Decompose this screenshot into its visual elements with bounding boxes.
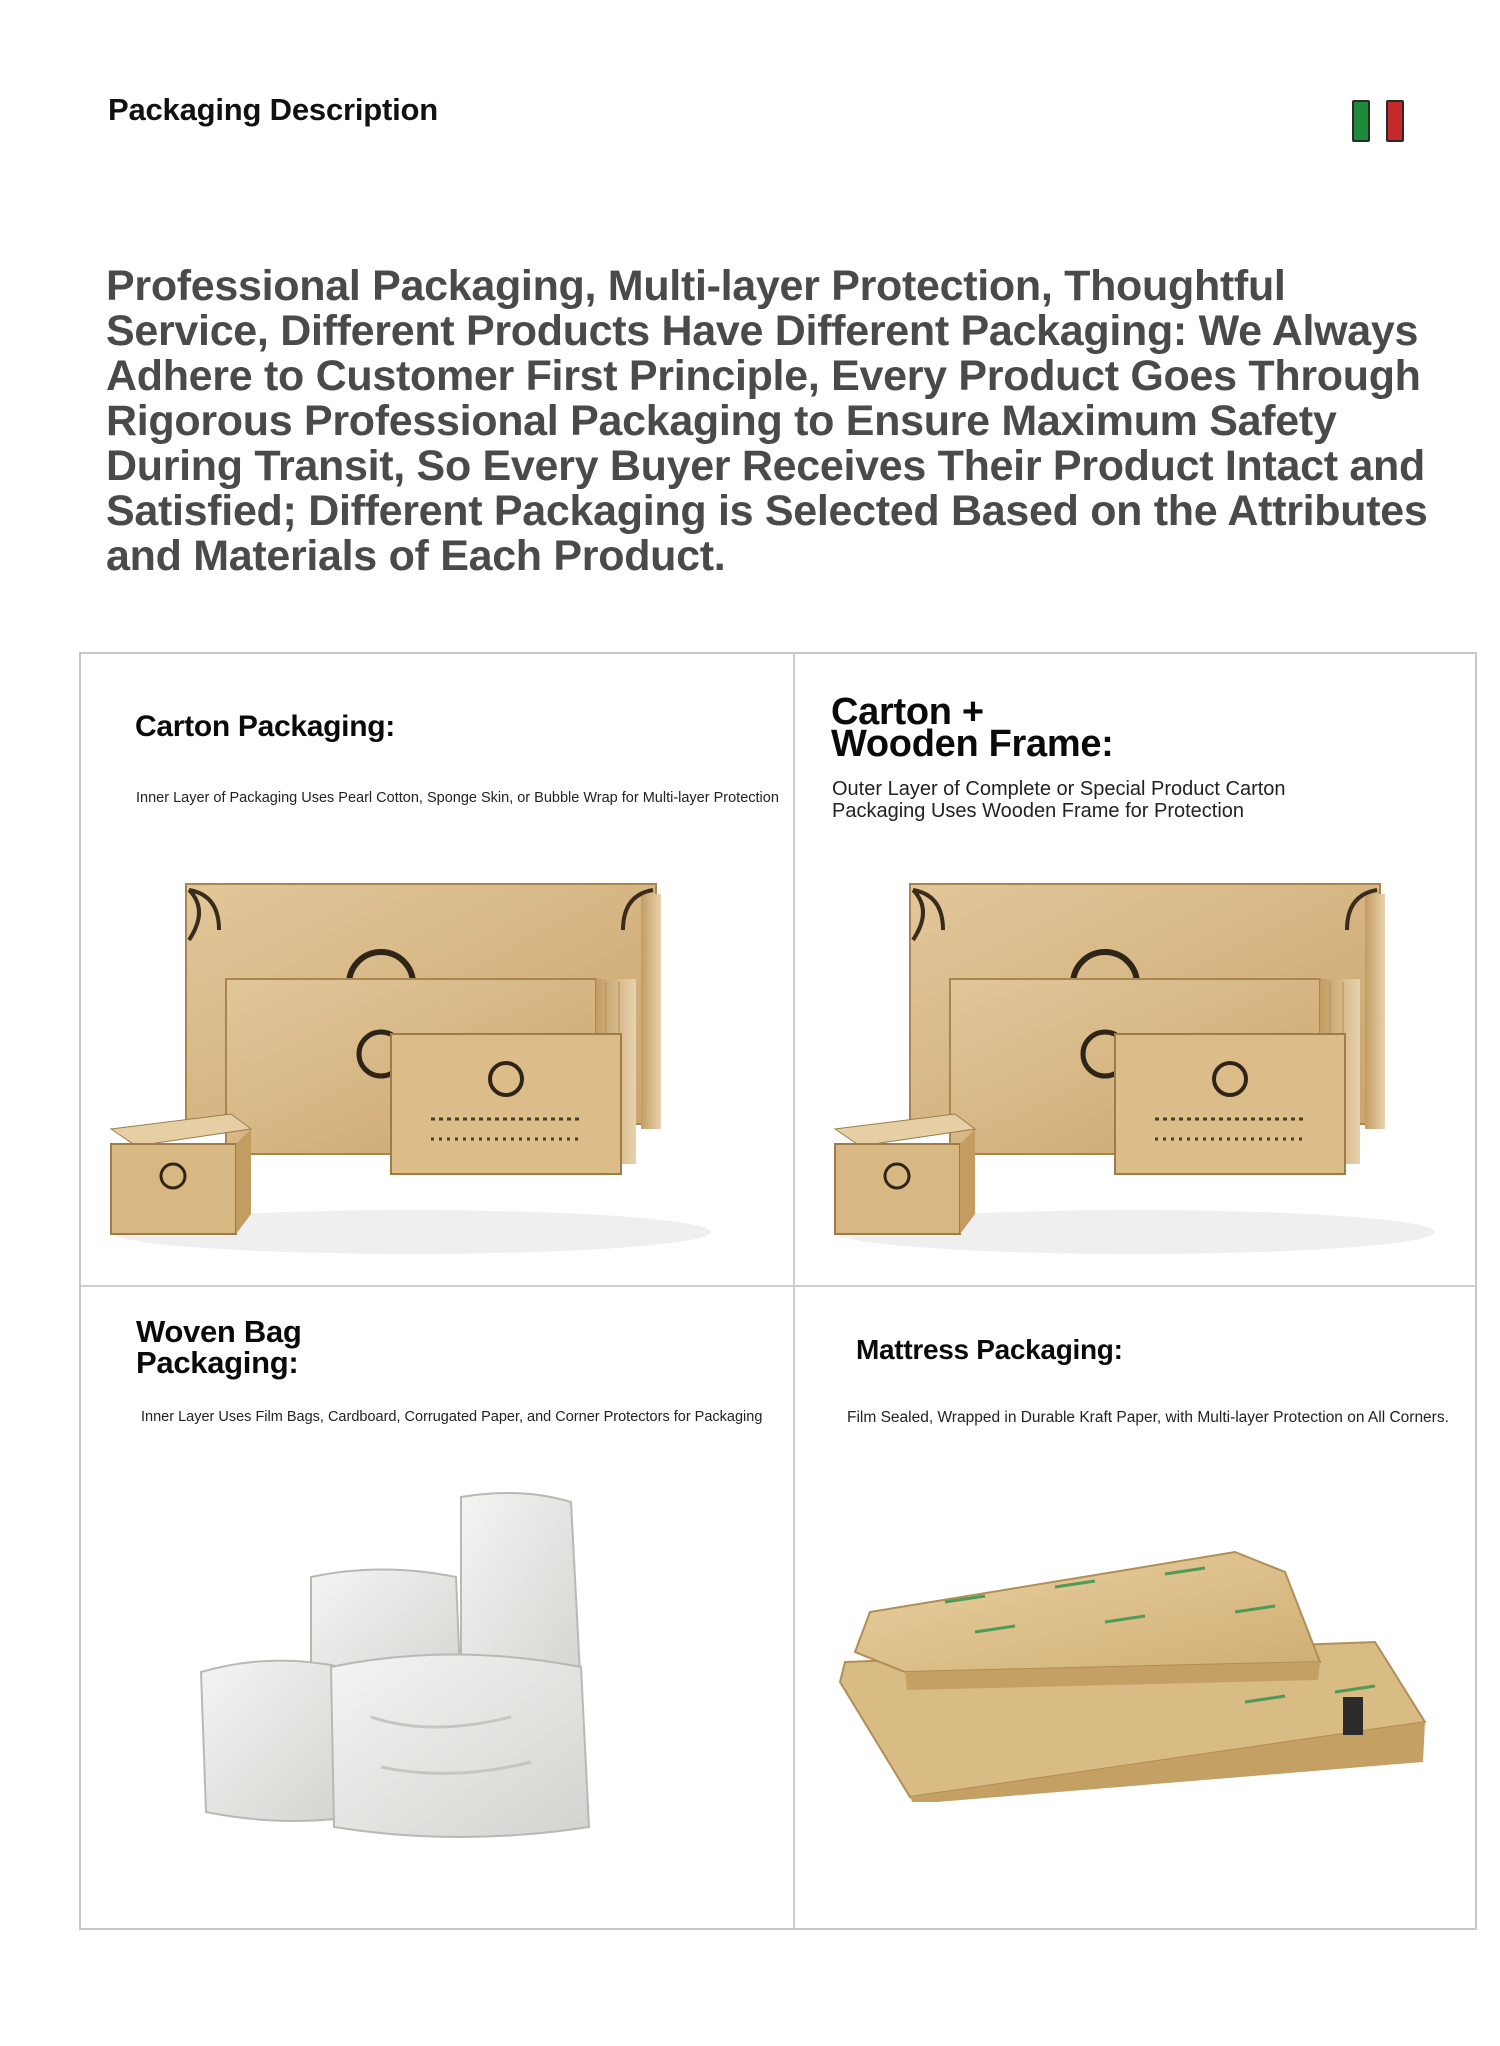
card-title-line1: Carton + — [831, 691, 984, 733]
packaging-card-carton-wooden-frame — [795, 654, 1475, 1285]
packaging-card-mattress — [795, 1287, 1475, 1928]
card-description-line1: Outer Layer of Complete or Special Product Carton — [832, 778, 1286, 800]
card-title-line2: Packaging: — [136, 1345, 299, 1380]
carton-boxes-image — [805, 854, 1445, 1254]
page-title: Packaging Description — [108, 92, 439, 127]
packaging-card-woven-bag — [81, 1287, 793, 1928]
packaging-card-carton — [81, 654, 793, 1285]
card-title: Carton Packaging: — [135, 710, 395, 743]
flag-badges — [1352, 100, 1404, 142]
card-title-line1: Woven Bag — [136, 1314, 302, 1349]
carton-boxes-image — [81, 854, 721, 1254]
card-title-line2: Wooden Frame: — [831, 723, 1114, 765]
card-description-line2: Packaging Uses Wooden Frame for Protection — [832, 800, 1245, 822]
packaging-grid — [79, 652, 1477, 1930]
green-bar-icon — [1352, 100, 1370, 142]
red-bar-icon — [1386, 100, 1404, 142]
woven-bags-image — [181, 1477, 661, 1877]
intro-paragraph: Professional Packaging, Multi-layer Protection, Thoughtful Service, Different Products Have Different Packaging: We Always Adhere to Customer First Principle, Every Product Goes Through Rigorous Professional Packaging to Ensure Maximum Safety During Transit, So Every Buyer Receives Their Product Intact and Satisfied; Different Packaging is Selected Based on the Attributes and Materials of Each Product. — [106, 262, 1428, 580]
card-description: Film Sealed, Wrapped in Durable Kraft Paper, with Multi-layer Protection on All Corners. — [847, 1409, 1449, 1426]
card-title: Mattress Packaging: — [856, 1334, 1123, 1365]
mattress-package-image — [815, 1512, 1455, 1802]
card-description: Inner Layer Uses Film Bags, Cardboard, Corrugated Paper, and Corner Protectors for Packaging — [141, 1409, 763, 1425]
card-description: Inner Layer of Packaging Uses Pearl Cotton, Sponge Skin, or Bubble Wrap for Multi-layer Protection — [136, 790, 779, 806]
